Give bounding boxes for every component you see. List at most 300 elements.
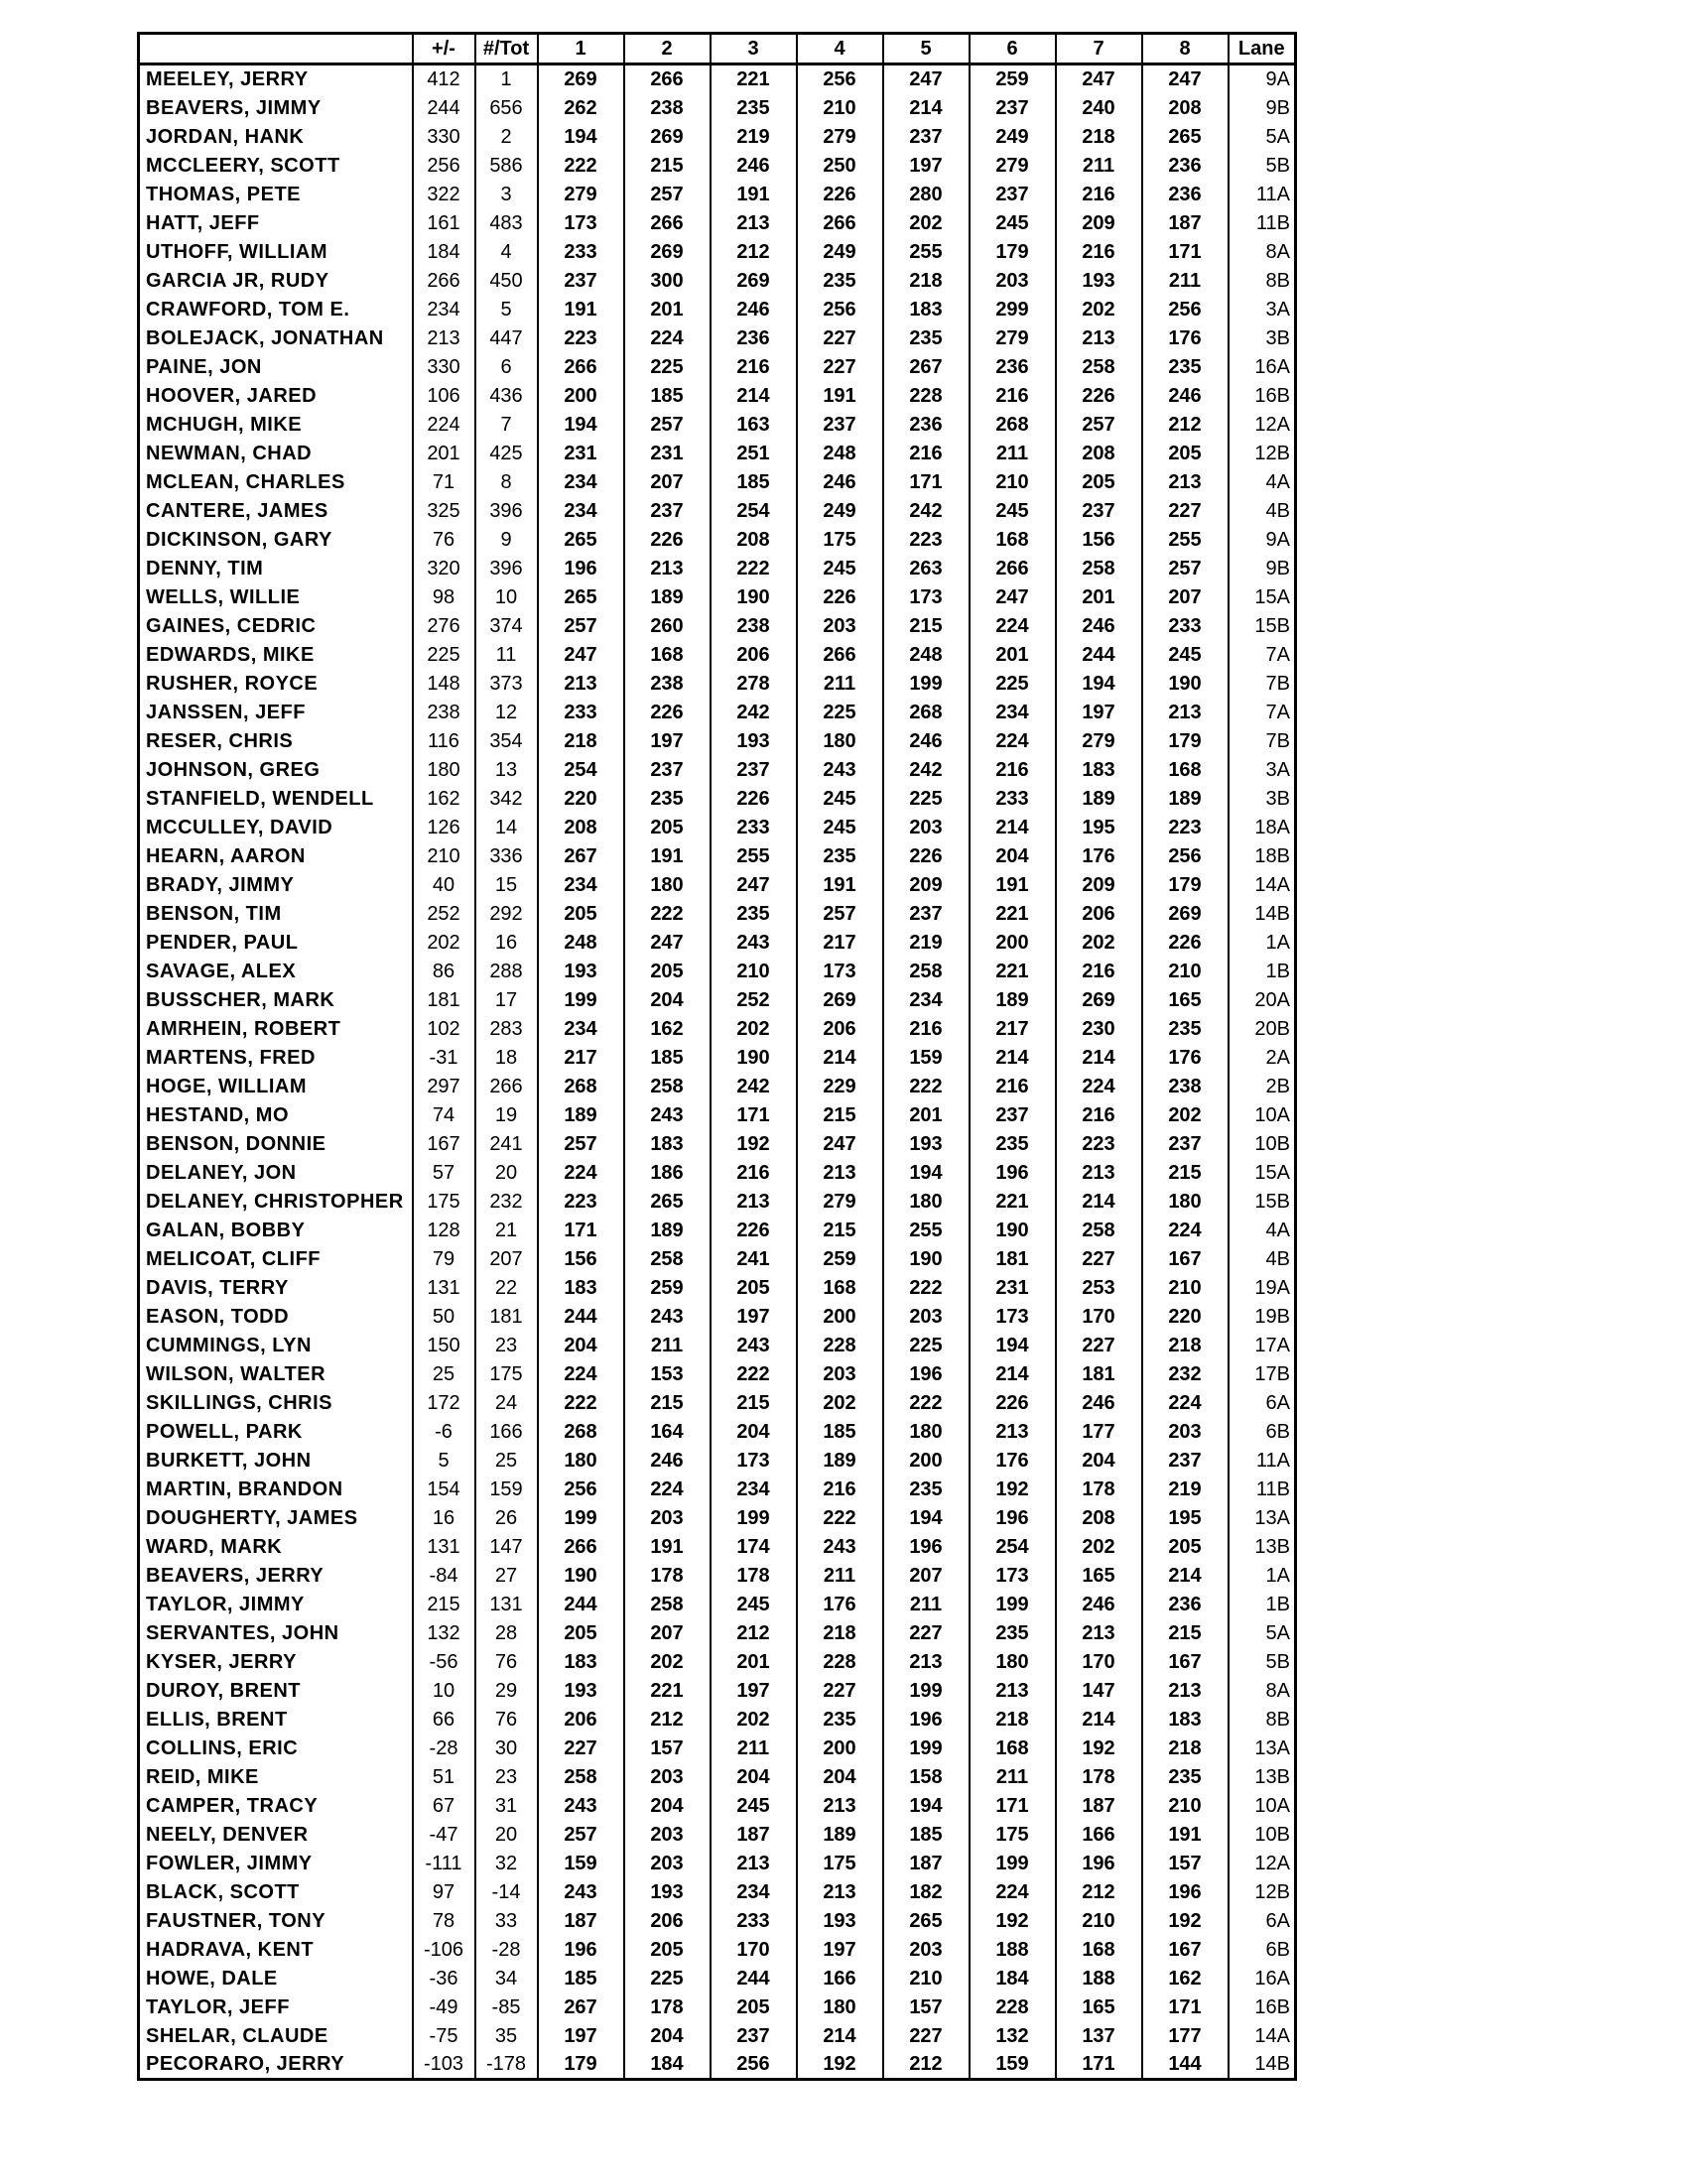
lane-cell: 6A	[1229, 1388, 1296, 1417]
game-7-cell: 218	[1056, 122, 1142, 151]
game-5-cell: 199	[883, 1676, 970, 1705]
plus-minus-cell: 320	[413, 554, 475, 582]
game-4-cell: 245	[797, 813, 883, 841]
game-1-cell: 159	[538, 1849, 624, 1877]
game-4-cell: 214	[797, 1043, 883, 1072]
game-8-cell: 179	[1142, 726, 1229, 755]
game-5-cell: 180	[883, 1417, 970, 1446]
plus-minus-cell: 131	[413, 1532, 475, 1561]
game-4-cell: 227	[797, 1676, 883, 1705]
game-8-cell: 224	[1142, 1216, 1229, 1244]
game-7-cell: 137	[1056, 2021, 1142, 2050]
game-5-cell: 226	[883, 841, 970, 870]
plus-minus-cell: 51	[413, 1762, 475, 1791]
game-7-cell: 189	[1056, 784, 1142, 813]
game-7-cell: 156	[1056, 525, 1142, 554]
number-total-cell: 26	[475, 1503, 538, 1532]
plus-minus-cell: 66	[413, 1705, 475, 1734]
game-1-cell: 224	[538, 1158, 624, 1187]
game-4-cell: 228	[797, 1647, 883, 1676]
lane-cell: 3A	[1229, 295, 1296, 323]
game-1-cell: 267	[538, 1992, 624, 2021]
player-name-cell: DELANEY, JON	[146, 1161, 297, 1184]
plus-minus-cell: 161	[413, 208, 475, 237]
game-1-cell: 190	[538, 1561, 624, 1590]
game-3-cell: 241	[711, 1244, 797, 1273]
lane-cell: 5A	[1229, 1618, 1296, 1647]
game-1-cell: 173	[538, 208, 624, 237]
number-total-cell: 17	[475, 985, 538, 1014]
game-1-cell: 243	[538, 1877, 624, 1906]
game-1-cell: 183	[538, 1647, 624, 1676]
game-5-cell: 246	[883, 726, 970, 755]
game-1-cell: 183	[538, 1273, 624, 1302]
table-row	[139, 957, 1296, 985]
game-8-cell: 203	[1142, 1417, 1229, 1446]
game-2-cell: 235	[624, 784, 711, 813]
game-6-cell: 192	[970, 1906, 1056, 1935]
game-3-cell: 215	[711, 1388, 797, 1417]
game-5-cell: 203	[883, 813, 970, 841]
game-1-cell: 233	[538, 698, 624, 726]
plus-minus-cell: 128	[413, 1216, 475, 1244]
game-6-cell: 204	[970, 841, 1056, 870]
game-8-cell: 237	[1142, 1446, 1229, 1475]
game-2-cell: 226	[624, 525, 711, 554]
game-1-cell: 247	[538, 640, 624, 669]
player-name-cell: BENSON, DONNIE	[146, 1132, 326, 1155]
game-5-cell: 185	[883, 1820, 970, 1849]
game-6-cell: 214	[970, 1043, 1056, 1072]
game-4-cell: 202	[797, 1388, 883, 1417]
game-1-cell: 199	[538, 985, 624, 1014]
game-2-cell: 258	[624, 1590, 711, 1618]
table-row	[139, 1791, 1296, 1820]
plus-minus-cell: 131	[413, 1273, 475, 1302]
table-row	[139, 1964, 1296, 1992]
plus-minus-cell: 225	[413, 640, 475, 669]
lane-cell: 16A	[1229, 1964, 1296, 1992]
game-3-cell: 221	[711, 64, 797, 94]
game-3-cell: 190	[711, 582, 797, 611]
game-4-cell: 222	[797, 1503, 883, 1532]
game-8-cell: 210	[1142, 1791, 1229, 1820]
game-5-cell: 203	[883, 1935, 970, 1964]
game-4-cell: 227	[797, 323, 883, 352]
game-1-cell: 257	[538, 1820, 624, 1849]
game-8-cell: 269	[1142, 899, 1229, 928]
plus-minus-cell: 74	[413, 1100, 475, 1129]
table-row	[139, 698, 1296, 726]
game-5-cell: 237	[883, 122, 970, 151]
game-3-cell: 242	[711, 698, 797, 726]
game-4-cell: 215	[797, 1216, 883, 1244]
game-6-cell: 217	[970, 1014, 1056, 1043]
plus-minus-cell: 210	[413, 841, 475, 870]
number-total-cell: 9	[475, 525, 538, 554]
game-4-cell: 175	[797, 1849, 883, 1877]
game-5-cell: 265	[883, 1906, 970, 1935]
game-4-cell: 200	[797, 1302, 883, 1331]
game-1-cell: 269	[538, 64, 624, 94]
number-total-cell: 27	[475, 1561, 538, 1590]
table-row	[139, 180, 1296, 208]
table-body	[139, 64, 1296, 2080]
game-7-cell: 213	[1056, 1158, 1142, 1187]
header-game-3: 3	[711, 34, 797, 64]
player-name-cell: WELLS, WILLIE	[146, 585, 301, 608]
game-3-cell: 213	[711, 208, 797, 237]
game-8-cell: 210	[1142, 1273, 1229, 1302]
game-1-cell: 237	[538, 266, 624, 295]
game-8-cell: 207	[1142, 582, 1229, 611]
standings-table	[137, 32, 1297, 2081]
game-1-cell: 205	[538, 1618, 624, 1647]
lane-cell: 16A	[1229, 352, 1296, 381]
game-2-cell: 178	[624, 1561, 711, 1590]
game-2-cell: 186	[624, 1158, 711, 1187]
table-row	[139, 1100, 1296, 1129]
lane-cell: 9A	[1229, 64, 1296, 94]
game-5-cell: 196	[883, 1532, 970, 1561]
game-2-cell: 207	[624, 1618, 711, 1647]
game-2-cell: 207	[624, 467, 711, 496]
game-5-cell: 216	[883, 1014, 970, 1043]
game-7-cell: 166	[1056, 1820, 1142, 1849]
player-name-cell: MARTENS, FRED	[146, 1046, 316, 1069]
player-name-cell: BURKETT, JOHN	[146, 1449, 312, 1472]
game-1-cell: 267	[538, 841, 624, 870]
plus-minus-cell: 297	[413, 1072, 475, 1100]
game-5-cell: 267	[883, 352, 970, 381]
lane-cell: 10B	[1229, 1820, 1296, 1849]
game-5-cell: 227	[883, 1618, 970, 1647]
table-row	[139, 1244, 1296, 1273]
header-game-7: 7	[1056, 34, 1142, 64]
game-3-cell: 178	[711, 1561, 797, 1590]
game-4-cell: 214	[797, 2021, 883, 2050]
game-6-cell: 173	[970, 1302, 1056, 1331]
game-3-cell: 236	[711, 323, 797, 352]
table-row	[139, 1129, 1296, 1158]
number-total-cell: 159	[475, 1475, 538, 1503]
game-7-cell: 246	[1056, 1388, 1142, 1417]
game-2-cell: 237	[624, 755, 711, 784]
player-name-cell: DICKINSON, GARY	[146, 528, 332, 551]
game-8-cell: 191	[1142, 1820, 1229, 1849]
lane-cell: 17B	[1229, 1359, 1296, 1388]
plus-minus-cell: 40	[413, 870, 475, 899]
table-row	[139, 899, 1296, 928]
game-5-cell: 218	[883, 266, 970, 295]
game-2-cell: 189	[624, 582, 711, 611]
number-total-cell: 22	[475, 1273, 538, 1302]
game-3-cell: 171	[711, 1100, 797, 1129]
table-row	[139, 1935, 1296, 1964]
game-2-cell: 168	[624, 640, 711, 669]
lane-cell: 5B	[1229, 151, 1296, 180]
game-5-cell: 255	[883, 1216, 970, 1244]
lane-cell: 12A	[1229, 410, 1296, 439]
game-6-cell: 168	[970, 525, 1056, 554]
player-name-cell: REID, MIKE	[146, 1765, 259, 1788]
game-7-cell: 227	[1056, 1331, 1142, 1359]
game-3-cell: 246	[711, 151, 797, 180]
plus-minus-cell: 181	[413, 985, 475, 1014]
player-name-cell: EASON, TODD	[146, 1305, 290, 1328]
plus-minus-cell: -49	[413, 1992, 475, 2021]
table-row	[139, 410, 1296, 439]
lane-cell: 2B	[1229, 1072, 1296, 1100]
plus-minus-cell: 16	[413, 1503, 475, 1532]
game-5-cell: 225	[883, 784, 970, 813]
game-6-cell: 226	[970, 1388, 1056, 1417]
game-4-cell: 213	[797, 1158, 883, 1187]
game-6-cell: 211	[970, 439, 1056, 467]
number-total-cell: -28	[475, 1935, 538, 1964]
player-name-cell: GAINES, CEDRIC	[146, 614, 317, 637]
game-1-cell: 257	[538, 1129, 624, 1158]
lane-cell: 14B	[1229, 2050, 1296, 2080]
game-1-cell: 187	[538, 1906, 624, 1935]
game-5-cell: 263	[883, 554, 970, 582]
plus-minus-cell: 148	[413, 669, 475, 698]
number-total-cell: 24	[475, 1388, 538, 1417]
game-2-cell: 204	[624, 2021, 711, 2050]
game-6-cell: 245	[970, 208, 1056, 237]
game-4-cell: 248	[797, 439, 883, 467]
plus-minus-cell: 276	[413, 611, 475, 640]
game-1-cell: 234	[538, 870, 624, 899]
table-row	[139, 1762, 1296, 1791]
game-3-cell: 235	[711, 899, 797, 928]
game-7-cell: 165	[1056, 1992, 1142, 2021]
game-8-cell: 168	[1142, 755, 1229, 784]
game-3-cell: 251	[711, 439, 797, 467]
player-name-cell: MARTIN, BRANDON	[146, 1477, 343, 1500]
game-2-cell: 162	[624, 1014, 711, 1043]
plus-minus-cell: 78	[413, 1906, 475, 1935]
game-4-cell: 237	[797, 410, 883, 439]
game-1-cell: 243	[538, 1791, 624, 1820]
game-7-cell: 194	[1056, 669, 1142, 698]
player-name-cell: WARD, MARK	[146, 1535, 283, 1558]
game-4-cell: 266	[797, 208, 883, 237]
game-6-cell: 268	[970, 410, 1056, 439]
player-name-cell: BEAVERS, JERRY	[146, 1564, 325, 1587]
player-name-cell: HOOVER, JARED	[146, 384, 318, 407]
game-7-cell: 212	[1056, 1877, 1142, 1906]
game-2-cell: 203	[624, 1503, 711, 1532]
game-6-cell: 214	[970, 1359, 1056, 1388]
game-5-cell: 242	[883, 496, 970, 525]
game-7-cell: 209	[1056, 208, 1142, 237]
plus-minus-cell: -111	[413, 1849, 475, 1877]
player-name-cell: KYSER, JERRY	[146, 1650, 297, 1673]
game-8-cell: 257	[1142, 554, 1229, 582]
game-1-cell: 231	[538, 439, 624, 467]
game-5-cell: 203	[883, 1302, 970, 1331]
player-name-cell: SAVAGE, ALEX	[146, 960, 297, 982]
game-1-cell: 200	[538, 381, 624, 410]
game-1-cell: 204	[538, 1331, 624, 1359]
player-name-cell: DUROY, BRENT	[146, 1679, 302, 1702]
game-3-cell: 255	[711, 841, 797, 870]
table-header	[139, 34, 1296, 64]
number-total-cell: 12	[475, 698, 538, 726]
plus-minus-cell: -106	[413, 1935, 475, 1964]
game-6-cell: 299	[970, 295, 1056, 323]
game-5-cell: 280	[883, 180, 970, 208]
game-2-cell: 193	[624, 1877, 711, 1906]
game-2-cell: 191	[624, 841, 711, 870]
lane-cell: 1B	[1229, 957, 1296, 985]
number-total-cell: 6	[475, 352, 538, 381]
game-5-cell: 196	[883, 1705, 970, 1734]
game-5-cell: 222	[883, 1273, 970, 1302]
lane-cell: 2A	[1229, 1043, 1296, 1072]
number-total-cell: 396	[475, 496, 538, 525]
game-2-cell: 191	[624, 1532, 711, 1561]
number-total-cell: 166	[475, 1417, 538, 1446]
game-7-cell: 208	[1056, 1503, 1142, 1532]
game-5-cell: 194	[883, 1158, 970, 1187]
table-row	[139, 1043, 1296, 1072]
player-name-cell: ELLIS, BRENT	[146, 1708, 288, 1731]
game-5-cell: 180	[883, 1187, 970, 1216]
plus-minus-cell: 202	[413, 928, 475, 957]
table-row	[139, 1014, 1296, 1043]
game-7-cell: 226	[1056, 381, 1142, 410]
number-total-cell: -14	[475, 1877, 538, 1906]
game-4-cell: 269	[797, 985, 883, 1014]
lane-cell: 13A	[1229, 1734, 1296, 1762]
game-6-cell: 254	[970, 1532, 1056, 1561]
game-7-cell: 202	[1056, 1532, 1142, 1561]
game-3-cell: 199	[711, 1503, 797, 1532]
game-7-cell: 246	[1056, 1590, 1142, 1618]
game-8-cell: 255	[1142, 525, 1229, 554]
game-7-cell: 195	[1056, 813, 1142, 841]
table-row	[139, 1992, 1296, 2021]
game-3-cell: 213	[711, 1849, 797, 1877]
game-4-cell: 226	[797, 180, 883, 208]
game-4-cell: 217	[797, 928, 883, 957]
game-3-cell: 197	[711, 1302, 797, 1331]
player-name-cell: JANSSEN, JEFF	[146, 701, 306, 723]
game-1-cell: 196	[538, 1935, 624, 1964]
game-1-cell: 234	[538, 467, 624, 496]
game-3-cell: 206	[711, 640, 797, 669]
game-5-cell: 187	[883, 1849, 970, 1877]
game-6-cell: 247	[970, 582, 1056, 611]
number-total-cell: 283	[475, 1014, 538, 1043]
game-2-cell: 205	[624, 957, 711, 985]
player-name-cell: HOWE, DALE	[146, 1967, 278, 1990]
game-4-cell: 218	[797, 1618, 883, 1647]
player-name-cell: NEELY, DENVER	[146, 1823, 309, 1846]
table-row	[139, 928, 1296, 957]
game-4-cell: 245	[797, 554, 883, 582]
game-4-cell: 243	[797, 1532, 883, 1561]
lane-cell: 7A	[1229, 640, 1296, 669]
game-2-cell: 224	[624, 1475, 711, 1503]
player-name-cell: THOMAS, PETE	[146, 183, 302, 205]
game-8-cell: 171	[1142, 237, 1229, 266]
game-2-cell: 225	[624, 1964, 711, 1992]
game-1-cell: 220	[538, 784, 624, 813]
game-4-cell: 213	[797, 1791, 883, 1820]
number-total-cell: 30	[475, 1734, 538, 1762]
table-row	[139, 1647, 1296, 1676]
lane-cell: 4B	[1229, 1244, 1296, 1273]
lane-cell: 15B	[1229, 611, 1296, 640]
number-total-cell: 292	[475, 899, 538, 928]
number-total-cell: 8	[475, 467, 538, 496]
game-8-cell: 235	[1142, 352, 1229, 381]
game-7-cell: 257	[1056, 410, 1142, 439]
table-row	[139, 1187, 1296, 1216]
game-2-cell: 189	[624, 1216, 711, 1244]
game-1-cell: 171	[538, 1216, 624, 1244]
player-name-cell: MCHUGH, MIKE	[146, 413, 303, 436]
lane-cell: 14A	[1229, 2021, 1296, 2050]
lane-cell: 18A	[1229, 813, 1296, 841]
game-6-cell: 237	[970, 180, 1056, 208]
game-2-cell: 224	[624, 323, 711, 352]
game-8-cell: 189	[1142, 784, 1229, 813]
player-name-cell: COLLINS, ERIC	[146, 1736, 299, 1759]
game-7-cell: 237	[1056, 496, 1142, 525]
table-row	[139, 755, 1296, 784]
game-5-cell: 190	[883, 1244, 970, 1273]
game-6-cell: 221	[970, 899, 1056, 928]
player-name-cell: WILSON, WALTER	[146, 1362, 326, 1385]
lane-cell: 8B	[1229, 1705, 1296, 1734]
lane-cell: 6B	[1229, 1417, 1296, 1446]
game-8-cell: 236	[1142, 1590, 1229, 1618]
plus-minus-cell: 322	[413, 180, 475, 208]
lane-cell: 16B	[1229, 381, 1296, 410]
game-6-cell: 189	[970, 985, 1056, 1014]
number-total-cell: 396	[475, 554, 538, 582]
number-total-cell: 18	[475, 1043, 538, 1072]
plus-minus-cell: 180	[413, 755, 475, 784]
game-4-cell: 259	[797, 1244, 883, 1273]
game-4-cell: 243	[797, 755, 883, 784]
game-6-cell: 228	[970, 1992, 1056, 2021]
game-8-cell: 213	[1142, 1676, 1229, 1705]
player-name-cell: CRAWFORD, TOM E.	[146, 298, 350, 321]
game-6-cell: 203	[970, 266, 1056, 295]
game-4-cell: 215	[797, 1100, 883, 1129]
game-8-cell: 157	[1142, 1849, 1229, 1877]
game-5-cell: 173	[883, 582, 970, 611]
game-2-cell: 211	[624, 1331, 711, 1359]
player-name-cell: SKILLINGS, CHRIS	[146, 1391, 333, 1414]
game-6-cell: 201	[970, 640, 1056, 669]
game-2-cell: 197	[624, 726, 711, 755]
number-total-cell: 425	[475, 439, 538, 467]
player-name-cell: PENDER, PAUL	[146, 931, 299, 954]
player-name-cell: PECORARO, JERRY	[146, 2053, 345, 2075]
game-3-cell: 226	[711, 1216, 797, 1244]
game-3-cell: 214	[711, 381, 797, 410]
game-1-cell: 257	[538, 611, 624, 640]
player-name-cell: FAUSTNER, TONY	[146, 1909, 326, 1932]
game-6-cell: 213	[970, 1676, 1056, 1705]
lane-cell: 10B	[1229, 1129, 1296, 1158]
